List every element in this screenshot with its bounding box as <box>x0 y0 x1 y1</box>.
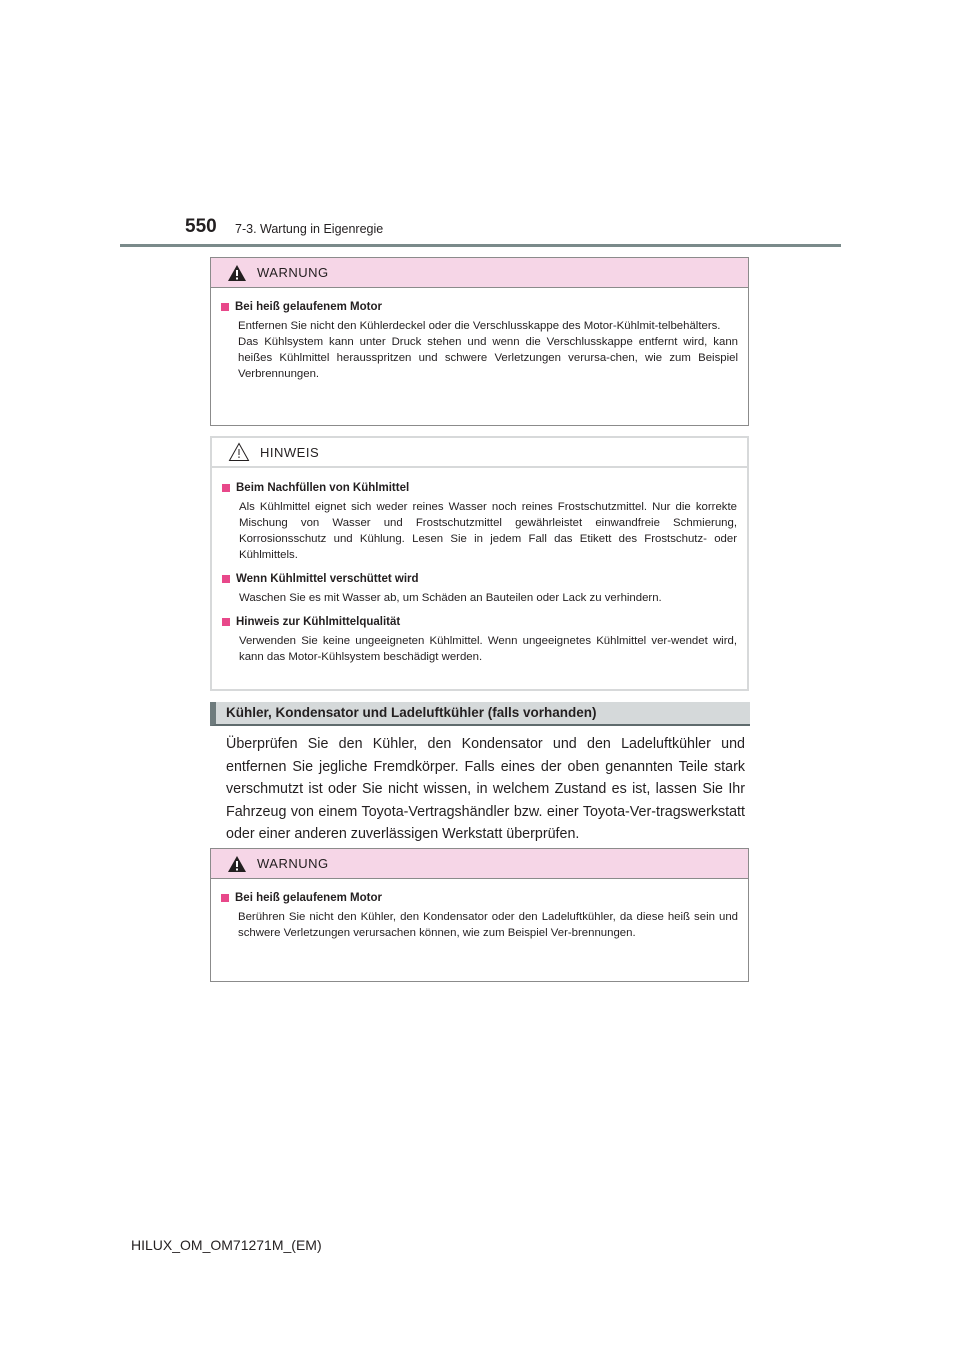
item-heading: Wenn Kühlmittel verschüttet wird <box>236 573 419 585</box>
header-rule <box>120 244 841 247</box>
warning-box-2 <box>210 848 749 982</box>
hinweis-box-header <box>212 438 747 468</box>
warning-box-header <box>211 849 748 879</box>
warning-item <box>221 299 738 382</box>
bullet-square-icon <box>222 618 230 626</box>
section-heading: Kühler, Kondensator und Ladeluftkühler (falls vorhanden) <box>226 705 597 720</box>
bullet-square-icon <box>221 303 229 311</box>
bullet-square-icon <box>221 894 229 902</box>
item-text: Als Kühlmittel eignet sich weder reines Wasser noch reines Frostschutzmittel. Nur die korrekte Mischung von Wasser und Frostschutzmittel gewährleistet einwandfreie Schmierung, Korrosionsschutz und Kühlung. Lesen Sie in jedem Fall das Etikett des Frostschutz- oder Kühlmittels. <box>239 501 737 561</box>
warning-item <box>221 890 738 941</box>
warning-box-1 <box>210 257 749 426</box>
warning-box-header <box>211 258 748 288</box>
bullet-square-icon <box>222 575 230 583</box>
item-heading: Beim Nachfüllen von Kühlmittel <box>236 482 410 494</box>
body-paragraph: Überprüfen Sie den Kühler, den Kondensator und den Ladeluftkühler und entfernen Sie jegliche Fremdkörper. Falls eines der oben genannten Teile stark verschmutzt ist oder Sie nicht wissen, in welchem Zustand es ist, lassen Sie Ihr Fahrzeug von einem Toyota-Vertragshändler bzw. einer Toyota-Ver-tragswerkstatt oder einer anderen zuverlässigen Werkstatt überprüfen. <box>226 736 745 842</box>
hinweis-item <box>222 480 737 563</box>
hinweis-item <box>222 571 737 606</box>
page-number: 550 <box>185 216 217 237</box>
item-text: Waschen Sie es mit Wasser ab, um Schäden an Bauteilen oder Lack zu verhindern. <box>239 592 662 604</box>
hinweis-box <box>210 436 749 691</box>
section-title: 7-3. Wartung in Eigenregie <box>235 222 384 236</box>
item-text: Verwenden Sie keine ungeeigneten Kühlmittel. Wenn ungeeignetes Kühlmittel ver-wendet wird, kann das Motor-Kühlsystem beschädigt werden. <box>239 635 737 663</box>
bullet-square-icon <box>222 484 230 492</box>
section-heading-bar <box>210 702 750 726</box>
hinweis-item <box>222 614 737 665</box>
hinweis-title: HINWEIS <box>260 444 320 460</box>
caution-triangle-outline-icon <box>228 442 250 462</box>
warning-title: WARNUNG <box>257 265 329 280</box>
item-heading: Bei heiß gelaufenem Motor <box>235 301 382 313</box>
item-heading: Bei heiß gelaufenem Motor <box>235 892 382 904</box>
warning-triangle-icon <box>227 855 247 873</box>
warning-triangle-icon <box>227 264 247 282</box>
item-heading: Hinweis zur Kühlmittelqualität <box>236 616 401 628</box>
footer-code: HILUX_OM_OM71271M_(EM) <box>131 1237 322 1253</box>
item-text: Entfernen Sie nicht den Kühlerdeckel oder die Verschlusskappe des Motor-Kühlmit-telbehälters. Das Kühlsystem kann unter Druck stehen und wenn die Verschlusskappe entfernt wird, kann heißes Kühlmittel herausspritzen und schwere Verletzungen verursa-chen, wie zum Beispiel Verbrennungen. <box>238 320 738 380</box>
item-text: Berühren Sie nicht den Kühler, den Kondensator oder den Ladeluftkühler, da diese heiß sein und schwere Verletzungen verursachen können, wie zum Beispiel Ver-brennungen. <box>238 911 738 939</box>
warning-title: WARNUNG <box>257 856 329 871</box>
